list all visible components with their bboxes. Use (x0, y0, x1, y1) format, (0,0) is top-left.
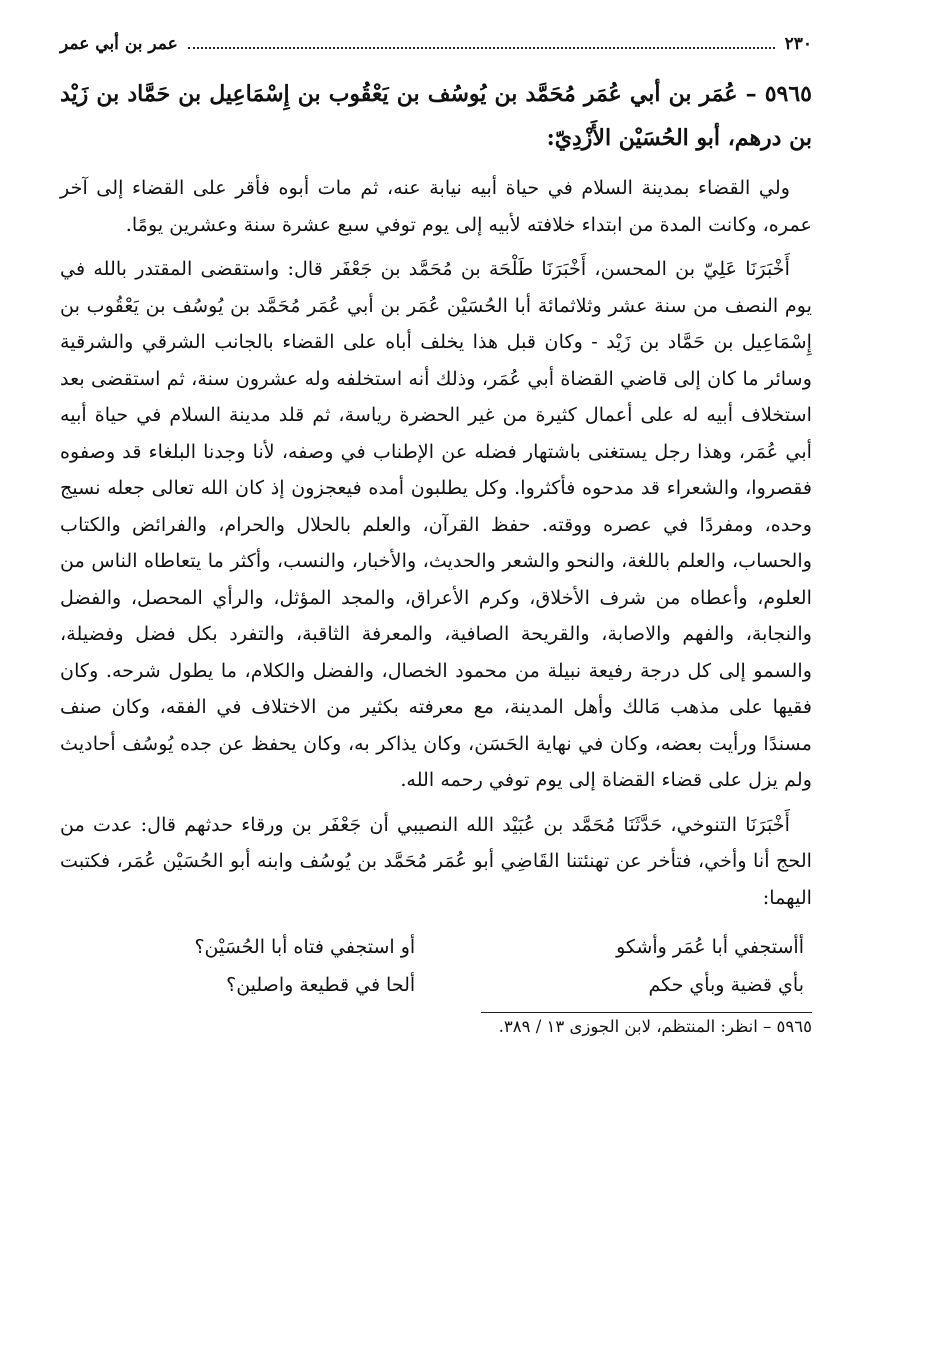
verse-second-hemistich: ألحا في قطيعة واصلين؟ (226, 974, 416, 996)
verse-first-hemistich: بأي قضية وبأي حكم (648, 974, 804, 996)
verse-line (60, 928, 812, 966)
page-header (60, 34, 812, 64)
poem (60, 928, 812, 1004)
footnote: ٥٩٦٥ – انظر: المنتظم، لابن الجوزى ١٣ / ٣٨٩. (498, 1017, 812, 1036)
running-title: عمر بن أبي عمر (60, 34, 178, 54)
page-number: ٢٣٠ (784, 34, 812, 54)
verse-second-hemistich: أو استجفي فتاه أبا الحُسَيْن؟ (194, 936, 416, 958)
paragraph-3: أَخْبَرَنَا التنوخي، حَدَّثَنَا مُحَمَّد بن عُبَيْد الله النصيبي أن جَعْفَر بن ورقاء حدثهم قال: عدت من الحج أنا وأخي، فتأخر عن تهنئتنا القَاضِي أبو عُمَر مُحَمَّد بن يُوسُف وابنه أبو الحُسَيْن عُمَر، فكتبت اليهما: (60, 812, 812, 909)
entry-title: ٥٩٦٥ – عُمَر بن أبي عُمَر مُحَمَّد بن يُوسُف بن يَعْقُوب بن إِسْمَاعِيل بن حَمَّاد بن زَيْد بن درهم، أبو الحُسَيْن الأَزْدِيّ: (60, 81, 812, 151)
verse-first-hemistich: أأستجفي أبا عُمَر وأشكو (616, 936, 804, 958)
header-dot-leader (188, 37, 775, 49)
book-page (60, 34, 812, 1036)
paragraph-2: أَخْبَرَنَا عَلِيّ بن المحسن، أَخْبَرَنَا طَلْحَة بن مُحَمَّد بن جَعْفَر قال: واستقضى المقتدر بالله في يوم النصف من سنة عشر وثلاثمائة أبا الحُسَيْن عُمَر بن أبي عُمَر مُحَمَّد بن يُوسُف بن يَعْقُوب بن إِسْمَاعِيل بن حَمَّاد بن زَيْد - وكان قبل هذا يخلف أباه على القضاء بالجانب الشرقي والشرقية وسائر ما كان إلى قاضي القضاة أبي عُمَر، وذلك أنه استخلفه وله عشرون سنة، ثم استقضى بعد استخلاف أبيه له على أعمال كثيرة من غير الحضرة رياسة، ثم قلد مدينة السلام في حياة أبيه أبي عُمَر، وهذا رجل يستغنى باشتهار فضله عن الإطناب في وصفه، لأنا وجدنا البلغاء قد وصفوه فقصروا، والشعراء قد مدحوه فأكثروا. وكل يطلبون أمده فيعجزون إذ كان الله تعالى جعله نسيج وحده، ومفردًا في عصره ووقته. حفظ القرآن، والعلم بالحلال والحرام، والفرائض والكتاب والحساب، والعلم باللغة، والنحو والشعر والحديث، والأخبار، والنسب، وأكثر ما يتعاطاه الناس من العلوم، وأعطاه من شرف الأخلاق، وكرم الأعراق، والمجد المؤثل، والرأي المحصل، والفضل والنجابة، والفهم والاصابة، والقريحة الصافية، والمعرفة الثاقبة، والتفرد بكل فضل وفضيلة، والسمو إلى كل درجة رفيعة نبيلة من محمود الخصال، والفضل والكلام، ما يطول شرحه. وكان فقيها على مذهب مَالك وأهل المدينة، مع معرفته بكثير من الاختلاف في الفقه، وكان صنف مسندًا ورأيت بعضه، وكان في نهاية الحَسَن، وكان يذاكر به، وكان يحفظ عن جده يُوسُف أحاديث ولم يزل على قضاء القضاة إلى يوم توفي رحمه الله. (60, 257, 812, 791)
footnote-divider (481, 1012, 812, 1013)
verse-line (60, 966, 812, 1004)
paragraph-1: ولي القضاء بمدينة السلام في حياة أبيه نيابة عنه، ثم مات أبوه فأقر على القضاء إلى آخر عمره، وكانت المدة من ابتداء خلافته لأبيه إلى يوم توفي سبع عشرة سنة وعشرين يومًا. (60, 176, 812, 236)
